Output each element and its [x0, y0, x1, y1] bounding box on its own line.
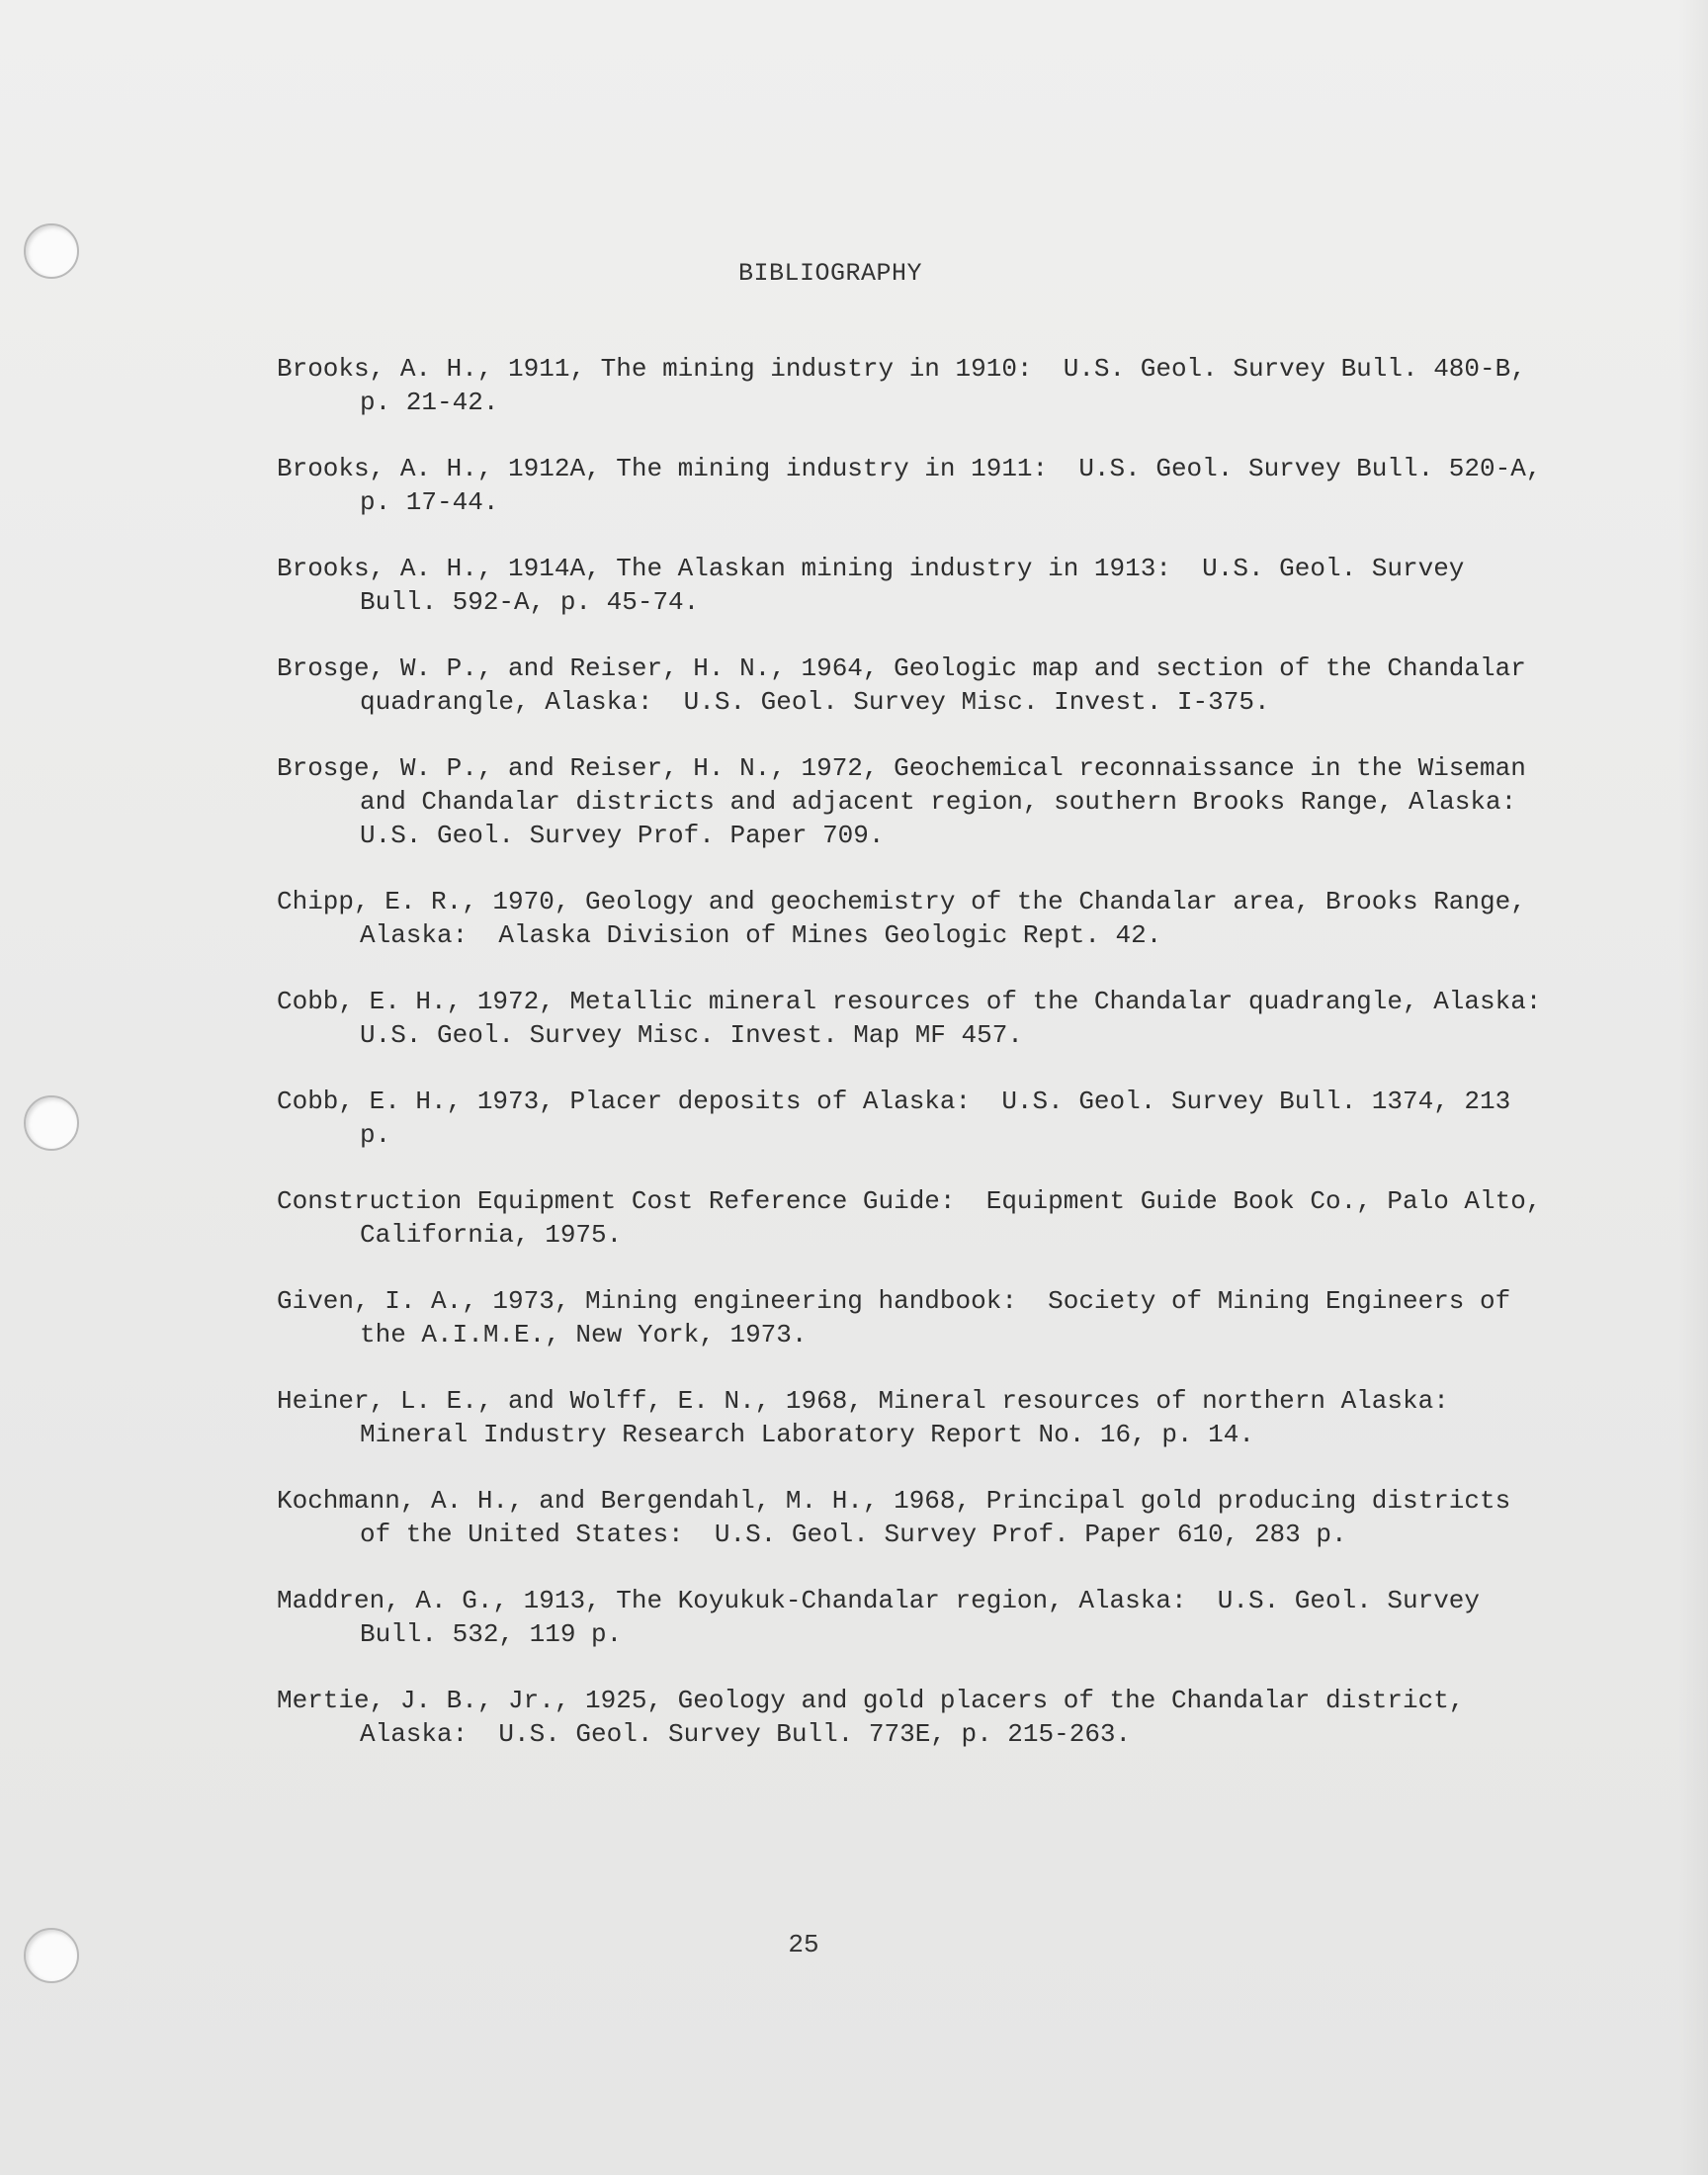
bibliography-entry: Cobb, E. H., 1972, Metallic mineral resources of the Chandalar quadrangle, Alaska: U.S. Geol. Survey Misc. Invest. Map MF 457. [277, 987, 1573, 1050]
bibliography-entry: Brooks, A. H., 1912A, The mining industry in 1911: U.S. Geol. Survey Bull. 520-A, p. 17-44. [277, 454, 1558, 517]
bibliography-entry: Heiner, L. E., and Wolff, E. N., 1968, Mineral resources of northern Alaska: Mineral Industry Research Laboratory Report No. 16, p. 14. [277, 1386, 1481, 1449]
bibliography-list [277, 352, 1573, 1784]
page-number: 25 [788, 1930, 819, 1959]
bibliography-entry: Construction Equipment Cost Reference Guide: Equipment Guide Book Co., Palo Alto, California, 1975. [277, 1186, 1558, 1250]
bibliography-entry: Maddren, A. G., 1913, The Koyukuk-Chandalar region, Alaska: U.S. Geol. Survey Bull. 532, 119 p. [277, 1586, 1495, 1649]
bibliography-entry: Brooks, A. H., 1911, The mining industry in 1910: U.S. Geol. Survey Bull. 480-B, p. 21-42. [277, 354, 1542, 417]
page-title: BIBLIOGRAPHY [737, 259, 923, 288]
bibliography-entry: Chipp, E. R., 1970, Geology and geochemistry of the Chandalar area, Brooks Range, Alaska: Alaska Division of Mines Geologic Rept. 42. [277, 887, 1542, 950]
bibliography-entry: Brosge, W. P., and Reiser, H. N., 1964, Geologic map and section of the Chandalar quadrangle, Alaska: U.S. Geol. Survey Misc. Invest. I-375. [277, 653, 1542, 717]
bibliography-entry: Cobb, E. H., 1973, Placer deposits of Alaska: U.S. Geol. Survey Bull. 1374, 213 p. [277, 1087, 1526, 1150]
page-edge-shadow [1678, 0, 1708, 2175]
bibliography-entry: Brooks, A. H., 1914A, The Alaskan mining industry in 1913: U.S. Geol. Survey Bull. 592-A, p. 45-74. [277, 554, 1481, 617]
bibliography-entry: Brosge, W. P., and Reiser, H. N., 1972, Geochemical reconnaissance in the Wiseman and Chandalar districts and adjacent region, southern Brooks Range, Alaska: U.S. Geol. Survey Prof. Paper 709. [277, 753, 1548, 850]
binder-hole-middle [24, 1095, 79, 1151]
bibliography-entry: Mertie, J. B., Jr., 1925, Geology and gold placers of the Chandalar district, Alaska: U.S. Geol. Survey Bull. 773E, p. 215-263. [277, 1686, 1481, 1749]
bibliography-entry: Given, I. A., 1973, Mining engineering handbook: Society of Mining Engineers of the A.I.M.E., New York, 1973. [277, 1286, 1526, 1349]
bibliography-entry: Kochmann, A. H., and Bergendahl, M. H., 1968, Principal gold producing districts of the United States: U.S. Geol. Survey Prof. Paper 610, 283 p. [277, 1486, 1526, 1549]
